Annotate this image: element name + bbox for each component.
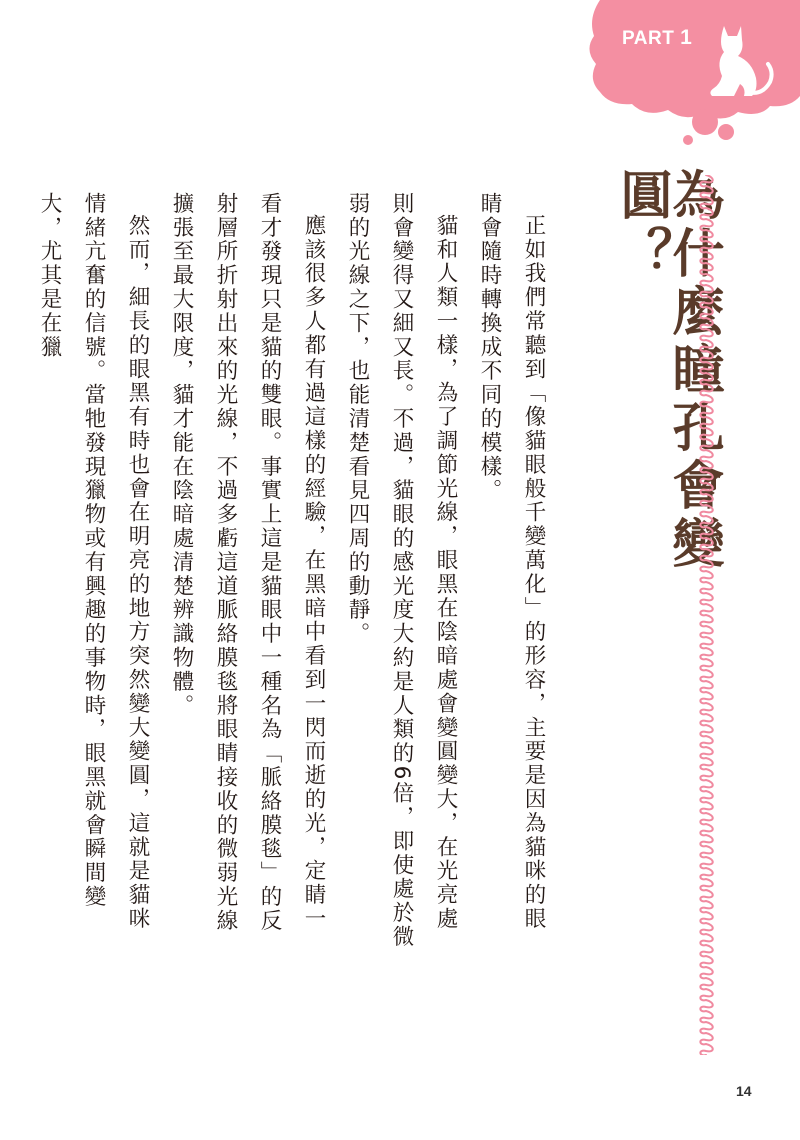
paragraph: 然而，細長的眼黑有時也會在明亮的地方突然變大變圓，這就是貓咪情緒亢奮的信號。當牠發現獵物或有興趣的事物時，眼黑就會瞬間變大，尤其是在獵	[37, 192, 150, 931]
cloud-icon	[0, 0, 800, 160]
part-word: PART	[622, 28, 675, 49]
paragraph: 正如我們常聽到「像貓眼般千變萬化」的形容，主要是因為貓咪的眼睛會隨時轉換成不同的模樣。	[477, 192, 546, 931]
part-label	[622, 26, 692, 50]
body-text	[27, 192, 555, 952]
page-title: 為什麼瞳孔會變圓？	[611, 168, 723, 574]
page-number: 14	[736, 1083, 752, 1099]
paragraph: 應該很多人都有過這樣的經驗，在黑暗中看到一閃而逝的光，定睛一看才發現只是貓的雙眼。事實上這是貓眼中一種名為「脈絡膜毯」的反射層所折射出來的光線，不過多虧這道脈絡膜毯將眼睛接收的微弱光線擴張至最大限度，貓才能在陰暗處清楚辨識物體。	[169, 192, 326, 933]
wavy-divider-icon	[693, 175, 719, 1055]
part-number: 1	[680, 26, 693, 49]
paragraph: 貓和人類一樣，為了調節光線，眼黑在陰暗處會變圓變大，在光亮處則會變得又細又長。不過，貓眼的感光度大約是人類的6倍，即使處於微弱的光線之下，也能清楚看見四周的動靜。	[345, 192, 458, 949]
